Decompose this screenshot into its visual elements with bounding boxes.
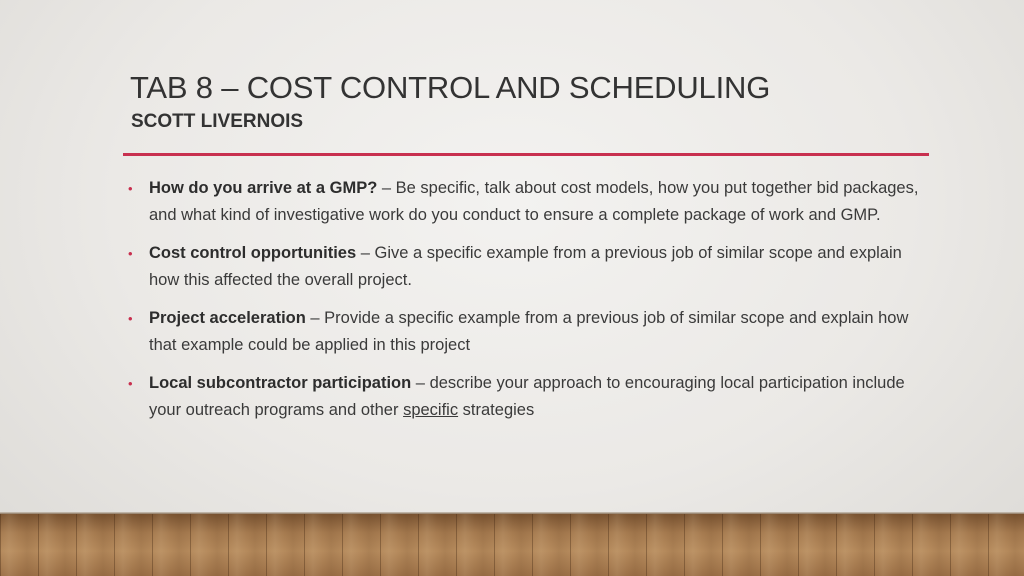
bullet-text: – describe your approach to encouraging local participation include your outreach programs and other: [149, 374, 905, 419]
bullet-dot-icon: •: [128, 311, 133, 326]
bullet-text: – Be specific, talk about cost models, how you put together bid packages, and what kind of investigative work do you conduct to ensure a complete package of work and GMP.: [149, 179, 919, 224]
bullet-heading: Cost control opportunities: [149, 244, 357, 262]
bullet-cost-control: [128, 240, 928, 294]
bullet-text: – Give a specific example from a previous job of similar scope and explain how this affected the overall project.: [149, 244, 902, 289]
bullet-acceleration: [128, 305, 928, 359]
bullet-local-subcontractor: [128, 370, 928, 424]
bullet-text-end: strategies: [458, 401, 535, 419]
bullet-heading: How do you arrive at a GMP?: [149, 179, 378, 197]
bullet-dot-icon: •: [128, 181, 133, 196]
wood-floor-background: [0, 514, 1024, 576]
bullet-dot-icon: •: [128, 246, 133, 261]
title-divider: [123, 153, 929, 156]
slide-title: TAB 8 – COST CONTROL AND SCHEDULING: [130, 70, 771, 105]
bullet-text: – Provide a specific example from a previous job of similar scope and explain how that example could be applied in this project: [149, 309, 909, 354]
slide-subtitle: SCOTT LIVERNOIS: [131, 111, 304, 132]
bullet-list: [128, 175, 928, 435]
bullet-gmp: [128, 175, 928, 229]
bullet-heading: Local subcontractor participation: [149, 374, 412, 392]
bullet-underlined-word: specific: [403, 401, 459, 419]
bullet-heading: Project acceleration: [149, 309, 306, 327]
bullet-dot-icon: •: [128, 376, 133, 391]
